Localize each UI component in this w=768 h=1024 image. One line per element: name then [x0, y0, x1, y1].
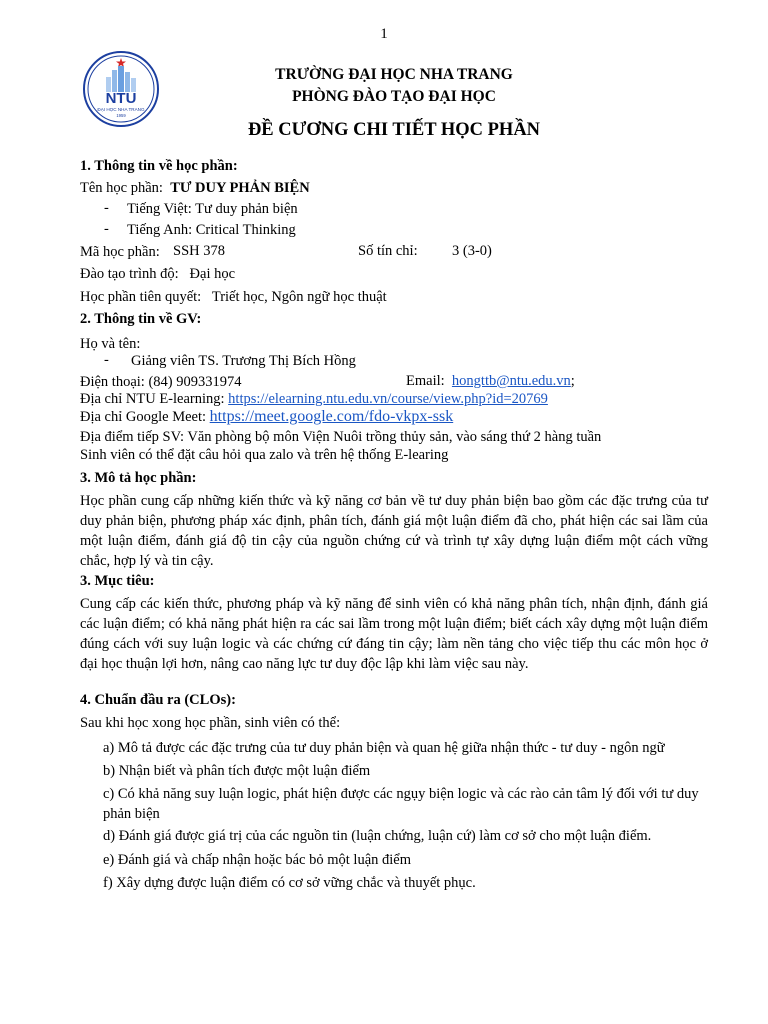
level-line — [80, 265, 235, 283]
objectives-text: Cung cấp các kiến thức, phương pháp và kỹ năng để sinh viên có khả năng phân tích, nhận định, đánh giá các luận điểm; có khả năng phát hiện ra các sai lầm trong một luận điểm; biết cách xây dựng một luận điểm đúng cách với suy luận logic và các chứng cứ đáng tin cậy; làm nền tảng cho việc tiếp thu các môn học ở đại học thuận lợi hơn, nâng cao năng lực tư duy độc lập khi làm việc sau này. — [80, 596, 708, 672]
document-header — [180, 64, 608, 108]
email-label: Email: — [406, 373, 445, 389]
university-logo — [82, 50, 160, 128]
document-title: ĐỀ CƯƠNG CHI TIẾT HỌC PHẦN — [247, 120, 541, 140]
vietnamese-name: Tiếng Việt: Tư duy phản biện — [127, 201, 298, 217]
clo-intro: Sau khi học xong học phần, sinh viên có thể: — [80, 715, 341, 731]
google-meet-line — [80, 408, 453, 426]
phone-number: Điện thoại: (84) 909331974 — [80, 374, 242, 390]
lecturer-name-label: Họ và tên: — [80, 336, 141, 352]
google-meet-label: Địa chỉ Google Meet: — [80, 409, 207, 425]
lecturer-name: Giảng viên TS. Trương Thị Bích Hồng — [131, 353, 356, 369]
level-value: Đại học — [189, 266, 236, 282]
email-line — [406, 373, 575, 390]
level-label: Đào tạo trình độ: — [80, 266, 179, 282]
credits-label: Số tín chỉ: — [358, 243, 418, 259]
email-link[interactable]: hongttb@ntu.edu.vn — [451, 373, 571, 389]
google-meet-link[interactable]: https://meet.google.com/fdo-vkpx-ssk — [209, 408, 454, 425]
section4-heading: 4. Chuẩn đầu ra (CLOs): — [80, 692, 236, 708]
dash-bullet: - — [104, 352, 109, 368]
objectives-heading: 3. Mục tiêu: — [80, 573, 155, 589]
svg-text:NTU: NTU — [105, 90, 137, 107]
elearning-line — [80, 390, 548, 408]
university-name: TRƯỜNG ĐẠI HỌC NHA TRANG — [275, 66, 513, 83]
section1-heading: 1. Thông tin về học phần: — [80, 158, 238, 174]
clo-item-f: f) Xây dựng được luận điểm có cơ sở vững chắc và thuyết phục. — [103, 875, 476, 891]
course-code: SSH 378 — [173, 243, 225, 259]
prerequisite-line — [80, 288, 387, 306]
contact-note: Sinh viên có thể đặt câu hỏi qua zalo và trên hệ thống E-learing — [80, 447, 449, 463]
course-code-label: Mã học phần: — [80, 244, 160, 260]
course-name-label: Tên học phần: — [80, 180, 163, 196]
clo-item-a: a) Mô tả được các đặc trưng của tư duy phản biện và quan hệ giữa nhận thức - tư duy - ngôn ngữ — [103, 740, 665, 756]
prerequisite-value: Triết học, Ngôn ngữ học thuật — [211, 289, 387, 305]
elearning-link[interactable]: https://elearning.ntu.edu.vn/course/view.php?id=20769 — [228, 391, 548, 407]
svg-text:ĐẠI HỌC NHA TRANG: ĐẠI HỌC NHA TRANG — [97, 107, 145, 112]
english-name: Tiếng Anh: Critical Thinking — [127, 222, 296, 238]
dash-bullet: - — [104, 221, 109, 237]
dash-bullet: - — [104, 200, 109, 216]
course-name: TƯ DUY PHẢN BIỆN — [170, 180, 310, 196]
email-suffix: ; — [570, 373, 575, 389]
clo-item-d: d) Đánh giá được giá trị của các nguồn tin (luận chứng, luận cứ) làm cơ sở cho một luận điểm. — [103, 828, 652, 844]
svg-text:1959: 1959 — [116, 113, 126, 118]
page-number: 1 — [380, 26, 388, 42]
section3-heading: 3. Mô tả học phần: — [80, 470, 197, 486]
clo-item-b: b) Nhận biết và phân tích được một luận điểm — [103, 763, 371, 779]
credits-value: 3 (3-0) — [452, 243, 492, 259]
clo-item-c: c) Có khả năng suy luận logic, phát hiện được các ngụy biện logic và các rào cản tâm lý đối với tư duy phản biện — [103, 786, 699, 822]
office-hours: Địa điểm tiếp SV: Văn phòng bộ môn Viện Nuôi trồng thủy sản, vào sáng thứ 2 hàng tuần — [80, 429, 602, 445]
elearning-label: Địa chỉ NTU E-learning: — [80, 391, 225, 407]
department-name: PHÒNG ĐÀO TẠO ĐẠI HỌC — [292, 88, 496, 105]
course-name-line — [80, 179, 310, 197]
section2-heading: 2. Thông tin về GV: — [80, 311, 202, 327]
clo-item-e: e) Đánh giá và chấp nhận hoặc bác bỏ một luận điểm — [103, 852, 412, 868]
course-description: Học phần cung cấp những kiến thức và kỹ năng cơ bản về tư duy phản biện bao gồm các đặc trưng của tư duy phản biện, phương pháp xác định, phân tích, đánh giá một luận điểm đã cho, phát hiện các sai lầm của một luận điểm, đánh giá độ tin cậy của nguồn chứng cứ và trình tự xây dựng luận điểm một cách vững chắc, hợp lý và tin cậy. — [80, 493, 708, 569]
prerequisite-label: Học phần tiên quyết: — [80, 289, 202, 305]
